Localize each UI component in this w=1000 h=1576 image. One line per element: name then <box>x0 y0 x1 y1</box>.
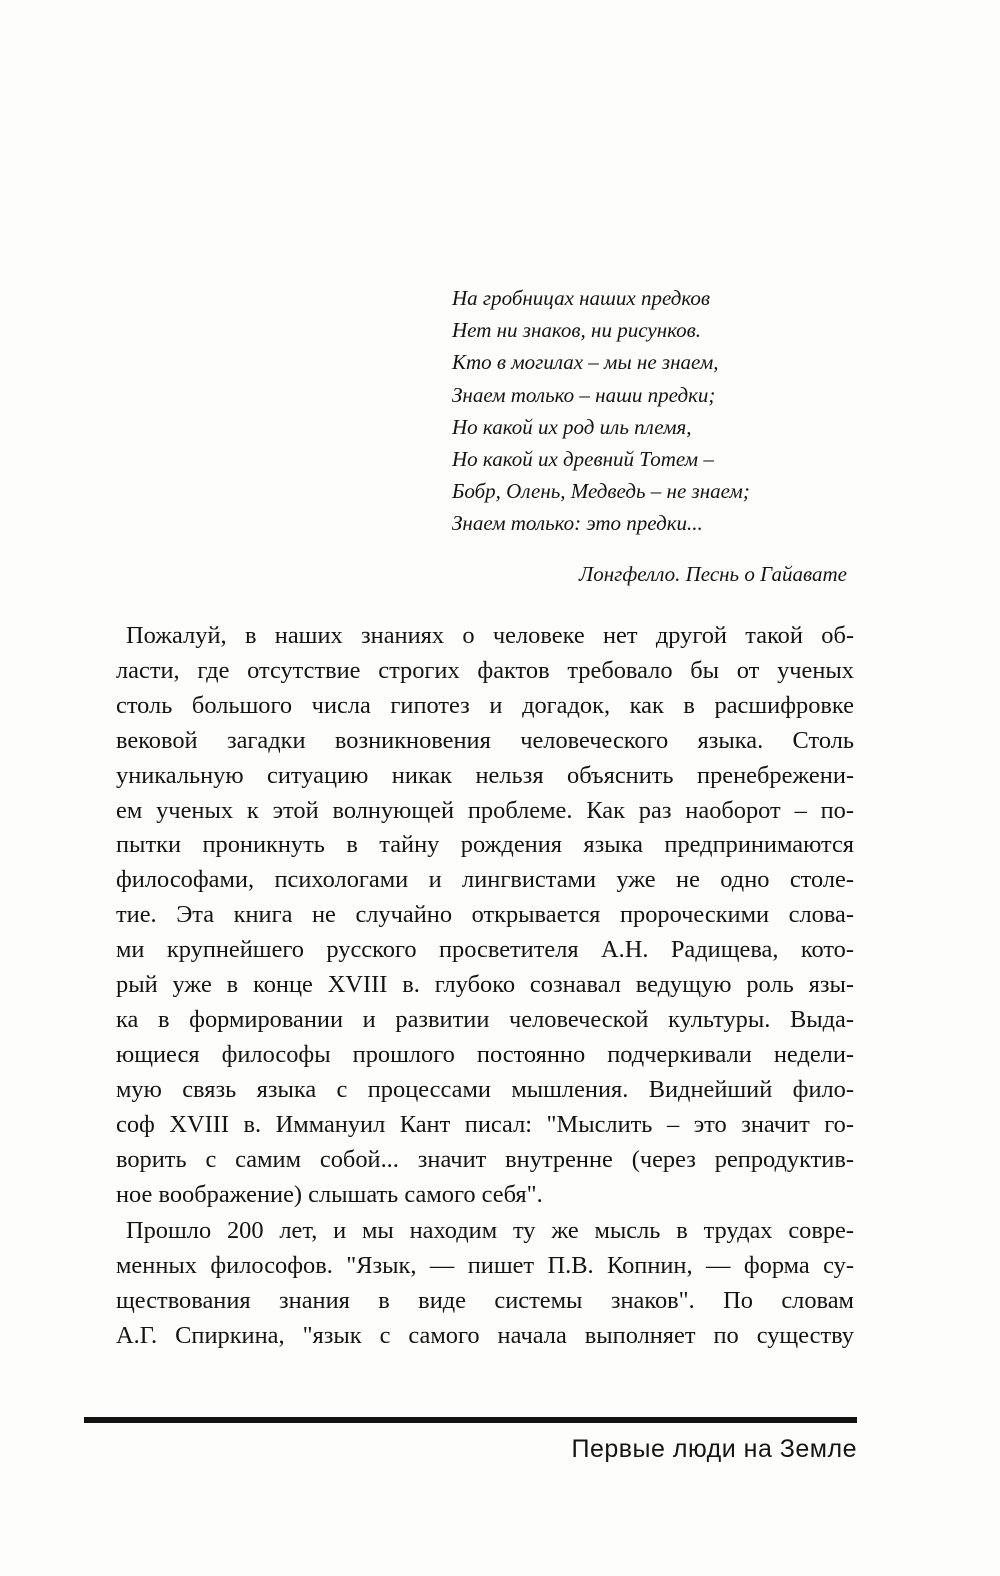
paragraph-1-line: пытки проникнуть в тайну рождения языка предпринимаются <box>116 831 854 859</box>
body-text <box>116 619 854 1354</box>
paragraph-1-line: ворить с самим собой... значит внутренне (через репродуктив- <box>116 1145 854 1173</box>
epigraph-line: На гробницах наших предков <box>452 286 711 310</box>
epigraph-line: Знаем только: это предки... <box>452 511 703 536</box>
paragraph-1-line: философами, психологами и лингвистами уже не одно столе- <box>116 866 854 894</box>
epigraph-line: Но какой их древний Тотем – <box>452 447 714 472</box>
running-footer-title: Первые люди на Земле <box>571 1435 857 1463</box>
epigraph-line: Знаем только – наши предки; <box>452 382 716 407</box>
paragraph-1-line: ми крупнейшего русского просветителя А.Н. Радищева, кото- <box>116 936 854 964</box>
paragraph-1-line: уникальную ситуацию никак нельзя объяснить пренебрежени- <box>116 761 854 789</box>
epigraph-line: Нет ни знаков, ни рисунков. <box>452 318 702 343</box>
paragraph-1-line: соф XVIII в. Иммануил Кант писал: "Мыслить – это значит го- <box>116 1110 854 1138</box>
paragraph-2-line: А.Г. Спиркина, "язык с самого начала выполняет по существу <box>116 1322 854 1350</box>
paragraph-1-line: тие. Эта книга не случайно открывается пророческими слова- <box>116 901 854 929</box>
footer-rule <box>84 1417 857 1423</box>
paragraph-1-line: ем ученых к этой волнующей проблеме. Как раз наоборот – по- <box>116 796 854 824</box>
epigraph-line: Бобр, Олень, Медведь – не знаем; <box>452 479 750 504</box>
paragraph-2-line: ществования знания в виде системы знаков". По словам <box>116 1287 854 1315</box>
paragraph-1-line: вековой загадки возникновения человеческого языка. Столь <box>116 726 854 754</box>
paragraph-1-line: ка в формировании и развитии человеческой культуры. Выда- <box>116 1005 854 1033</box>
paragraph-1-line: ющиеся философы прошлого постоянно подчеркивали недели- <box>116 1040 854 1068</box>
paragraph-1-line: мую связь языка с процессами мышления. Виднейший фило- <box>116 1075 854 1103</box>
epigraph-line: Но какой их род иль племя, <box>452 414 692 439</box>
paragraph-2-line: Прошло 200 лет, и мы находим ту же мысль в трудах совре- <box>126 1217 854 1245</box>
paragraph-1-line: ласти, где отсутствие строгих фактов требовало бы от ученых <box>116 656 854 684</box>
paragraph-1-line: Пожалуй, в наших знаниях о человеке нет другой такой об- <box>126 622 854 649</box>
paragraph-1-line: ное воображение) слышать самого себя". <box>116 1180 543 1208</box>
epigraph-attribution: Лонгфелло. Песнь о Гайавате <box>579 562 847 586</box>
paragraph-2-line: менных философов. "Язык, — пишет П.В. Копнин, — форма су- <box>116 1252 854 1280</box>
paragraph-1-line: столь большого числа гипотез и догадок, как в расшифровке <box>116 691 854 719</box>
epigraph-line: Кто в могилах – мы не знаем, <box>452 350 719 375</box>
paragraph-1-line: рый уже в конце XVIII в. глубоко сознавал ведущую роль язы- <box>116 971 854 999</box>
epigraph-poem <box>452 282 872 540</box>
